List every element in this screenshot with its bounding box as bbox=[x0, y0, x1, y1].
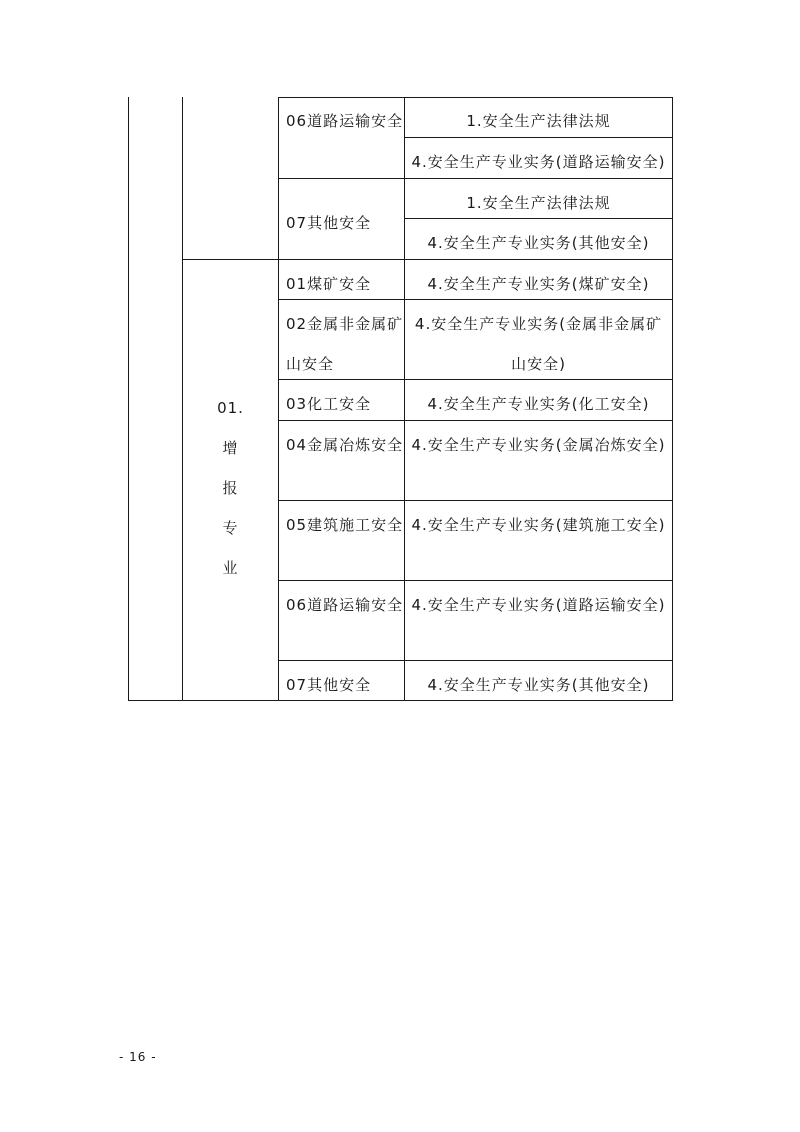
category-char: 专 bbox=[222, 519, 239, 537]
table-border-bottom bbox=[128, 700, 673, 701]
row-divider bbox=[278, 299, 673, 300]
subject-cell: 4.安全生产专业实务(其他安全) bbox=[427, 234, 650, 252]
subject-cell: 4.安全生产专业实务(建筑施工安全) bbox=[411, 516, 666, 534]
major-cell: 07其他安全 bbox=[286, 676, 372, 694]
category-char: 业 bbox=[222, 559, 239, 577]
row-divider bbox=[278, 420, 673, 421]
category-char: 报 bbox=[222, 479, 239, 497]
subject-cell: 4.安全生产专业实务(金属非金属矿山安全) bbox=[414, 315, 663, 373]
exam-subject-table bbox=[128, 97, 673, 701]
major-cell: 06道路运输安全 bbox=[286, 112, 404, 130]
subject-cell: 4.安全生产专业实务(道路运输安全) bbox=[411, 153, 666, 171]
major-cell: 01煤矿安全 bbox=[286, 275, 372, 293]
category-char: 增 bbox=[222, 439, 239, 457]
row-divider bbox=[278, 660, 673, 661]
page-number: - 16 - bbox=[119, 1050, 157, 1064]
subject-cell: 4.安全生产专业实务(金属冶炼安全) bbox=[411, 436, 666, 454]
subject-cell: 1.安全生产法律法规 bbox=[466, 194, 611, 212]
major-cell: 06道路运输安全 bbox=[286, 596, 404, 614]
subject-cell: 4.安全生产专业实务(其他安全) bbox=[427, 676, 650, 694]
subject-divider bbox=[404, 137, 673, 138]
major-cell: 02金属非金属矿山安全 bbox=[286, 315, 404, 373]
table-border-top bbox=[278, 97, 673, 98]
row-divider bbox=[278, 178, 673, 179]
subject-cell: 1.安全生产法律法规 bbox=[466, 112, 611, 130]
major-cell: 05建筑施工安全 bbox=[286, 516, 404, 534]
category-label bbox=[183, 388, 278, 588]
major-cell: 04金属冶炼安全 bbox=[286, 436, 404, 454]
table-border-right bbox=[672, 97, 673, 701]
row-divider bbox=[278, 379, 673, 380]
major-cell: 03化工安全 bbox=[286, 395, 372, 413]
subject-cell: 4.安全生产专业实务(化工安全) bbox=[427, 395, 650, 413]
subject-cell: 4.安全生产专业实务(煤矿安全) bbox=[427, 275, 650, 293]
table-border-left bbox=[128, 97, 129, 701]
major-cell: 07其他安全 bbox=[286, 214, 372, 232]
section-divider bbox=[182, 259, 673, 260]
category-number: 01. bbox=[217, 399, 244, 417]
subject-cell: 4.安全生产专业实务(道路运输安全) bbox=[411, 596, 666, 614]
subject-divider bbox=[404, 218, 673, 219]
row-divider bbox=[278, 580, 673, 581]
row-divider bbox=[278, 500, 673, 501]
